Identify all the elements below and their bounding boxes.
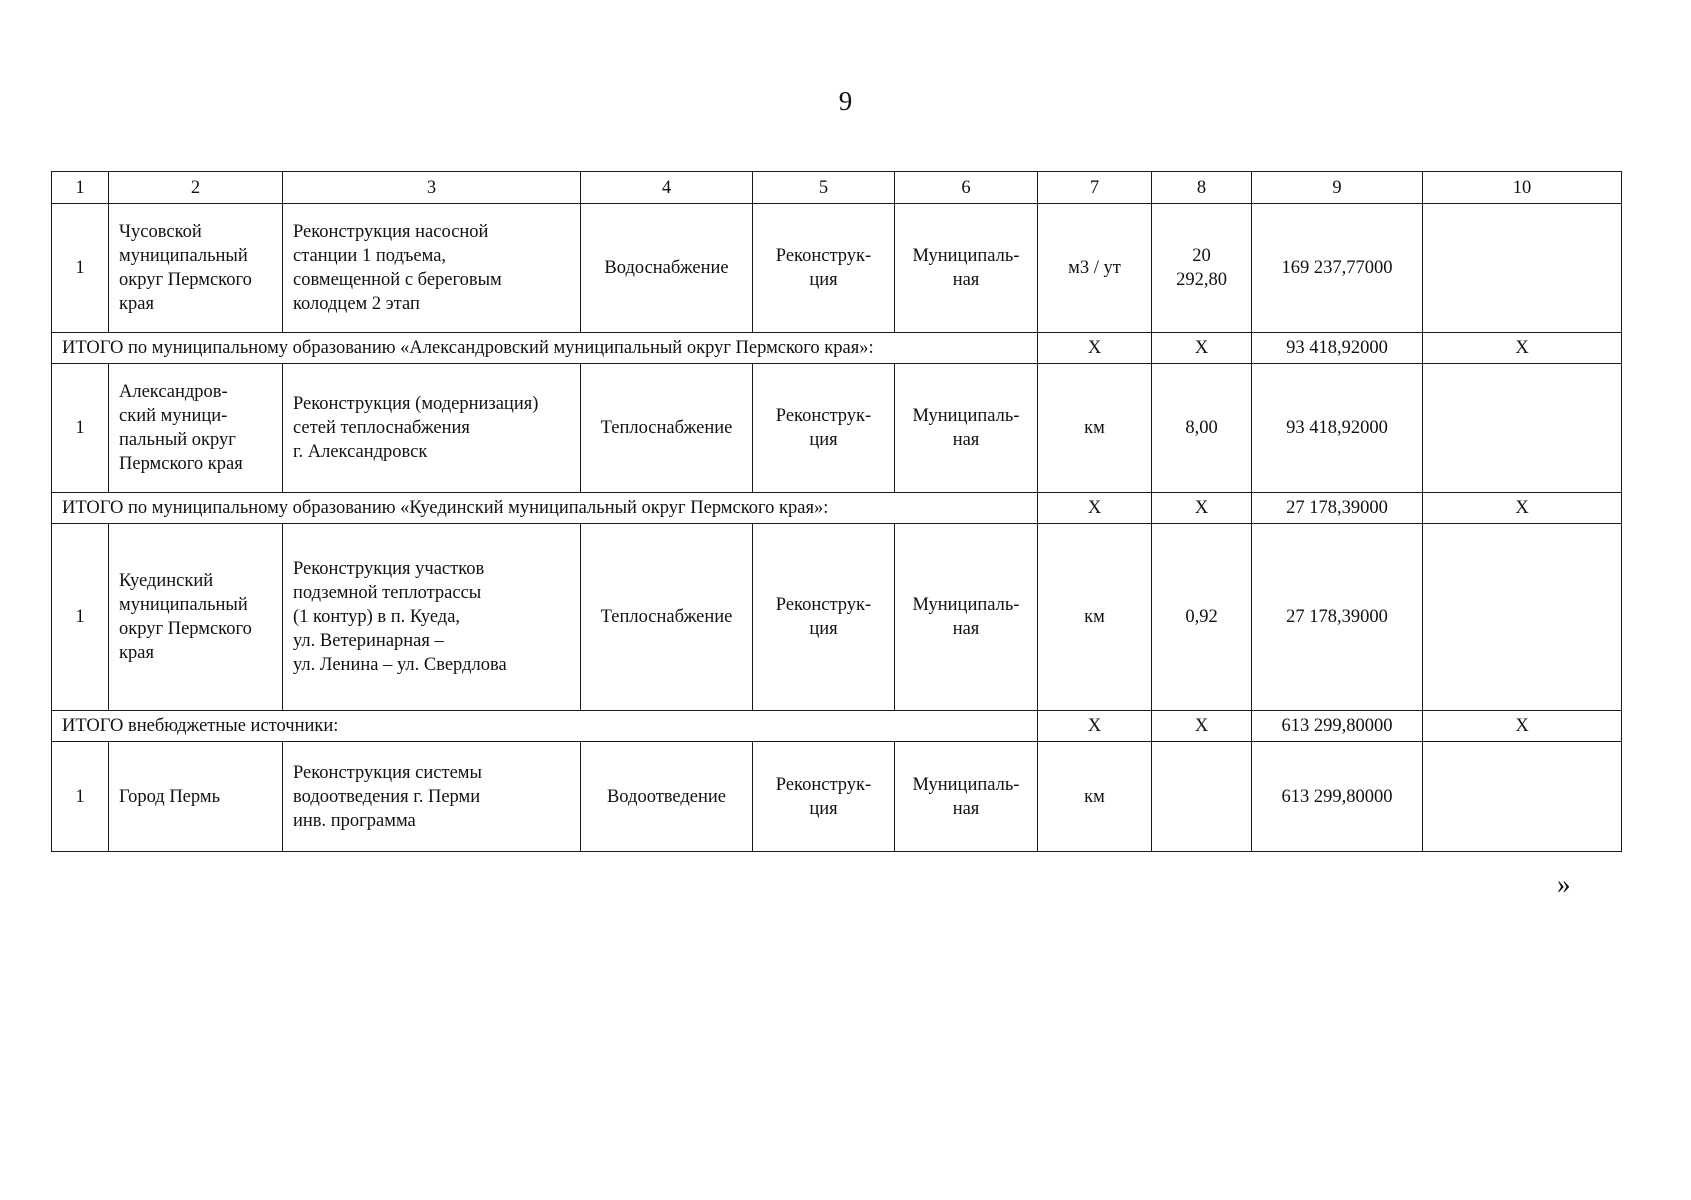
row-number: 1 bbox=[52, 204, 109, 333]
subtotal-label: ИТОГО по муниципальному образованию «Александровский муниципальный округ Пермского края»: bbox=[52, 333, 1038, 364]
unit-cell: км bbox=[1038, 524, 1152, 711]
page-number: 9 bbox=[838, 86, 853, 116]
object-cell: Реконструкция (модернизация) сетей теплоснабжения г. Александровск bbox=[283, 364, 581, 493]
column-number: 3 bbox=[283, 172, 581, 204]
amount-cell: 169 237,77000 bbox=[1252, 204, 1423, 333]
row-number: 1 bbox=[52, 742, 109, 852]
ownership-cell: Муниципаль- ная bbox=[895, 204, 1038, 333]
table-row bbox=[52, 742, 1622, 852]
capacity-cell: 20 292,80 bbox=[1152, 204, 1252, 333]
unit-cell: X bbox=[1038, 333, 1152, 364]
municipality-cell: Чусовской муниципальный округ Пермского края bbox=[109, 204, 283, 333]
municipality-cell: Александров- ский муници- пальный округ Пермского края bbox=[109, 364, 283, 493]
note-cell: X bbox=[1423, 711, 1622, 742]
work-type-cell: Реконструк- ция bbox=[753, 524, 895, 711]
amount-cell: 93 418,92000 bbox=[1252, 364, 1423, 493]
column-number: 9 bbox=[1252, 172, 1423, 204]
amount-cell: 613 299,80000 bbox=[1252, 742, 1423, 852]
subtotal-label: ИТОГО внебюджетные источники: bbox=[52, 711, 1038, 742]
unit-cell: км bbox=[1038, 364, 1152, 493]
note-cell bbox=[1423, 524, 1622, 711]
investment-table bbox=[51, 171, 1622, 852]
ownership-cell: Муниципаль- ная bbox=[895, 524, 1038, 711]
capacity-cell: 0,92 bbox=[1152, 524, 1252, 711]
work-type-cell: Реконструк- ция bbox=[753, 204, 895, 333]
unit-cell: X bbox=[1038, 711, 1152, 742]
row-number: 1 bbox=[52, 524, 109, 711]
subtotal-label: ИТОГО по муниципальному образованию «Куединский муниципальный округ Пермского края»: bbox=[52, 493, 1038, 524]
capacity-cell: 8,00 bbox=[1152, 364, 1252, 493]
row-number: 1 bbox=[52, 364, 109, 493]
column-number: 10 bbox=[1423, 172, 1622, 204]
object-cell: Реконструкция насосной станции 1 подъема, совмещенной с береговым колодцем 2 этап bbox=[283, 204, 581, 333]
municipality-cell: Куединский муниципальный округ Пермского края bbox=[109, 524, 283, 711]
work-type-cell: Реконструк- ция bbox=[753, 742, 895, 852]
amount-cell: 613 299,80000 bbox=[1252, 711, 1423, 742]
table-row bbox=[52, 204, 1622, 333]
note-cell bbox=[1423, 364, 1622, 493]
note-cell: X bbox=[1423, 493, 1622, 524]
column-number: 4 bbox=[581, 172, 753, 204]
sector-cell: Водоотведение bbox=[581, 742, 753, 852]
column-number: 8 bbox=[1152, 172, 1252, 204]
column-number-row bbox=[52, 172, 1622, 204]
column-number: 1 bbox=[52, 172, 109, 204]
capacity-cell: X bbox=[1152, 493, 1252, 524]
column-number: 7 bbox=[1038, 172, 1152, 204]
note-cell: X bbox=[1423, 333, 1622, 364]
subtotal-row bbox=[52, 711, 1622, 742]
subtotal-row bbox=[52, 493, 1622, 524]
table-row bbox=[52, 524, 1622, 711]
closing-quote-mark: » bbox=[1557, 869, 1571, 899]
note-cell bbox=[1423, 742, 1622, 852]
note-cell bbox=[1423, 204, 1622, 333]
table-row bbox=[52, 364, 1622, 493]
amount-cell: 93 418,92000 bbox=[1252, 333, 1423, 364]
ownership-cell: Муниципаль- ная bbox=[895, 364, 1038, 493]
municipality-cell: Город Пермь bbox=[109, 742, 283, 852]
unit-cell: X bbox=[1038, 493, 1152, 524]
ownership-cell: Муниципаль- ная bbox=[895, 742, 1038, 852]
subtotal-row bbox=[52, 333, 1622, 364]
unit-cell: км bbox=[1038, 742, 1152, 852]
work-type-cell: Реконструк- ция bbox=[753, 364, 895, 493]
amount-cell: 27 178,39000 bbox=[1252, 524, 1423, 711]
object-cell: Реконструкция участков подземной теплотрассы (1 контур) в п. Куеда, ул. Ветеринарная – ул. Ленина – ул. Свердлова bbox=[283, 524, 581, 711]
column-number: 2 bbox=[109, 172, 283, 204]
capacity-cell: X bbox=[1152, 333, 1252, 364]
object-cell: Реконструкция системы водоотведения г. Перми инв. программа bbox=[283, 742, 581, 852]
capacity-cell: X bbox=[1152, 711, 1252, 742]
column-number: 6 bbox=[895, 172, 1038, 204]
amount-cell: 27 178,39000 bbox=[1252, 493, 1423, 524]
capacity-cell bbox=[1152, 742, 1252, 852]
unit-cell: м3 / ут bbox=[1038, 204, 1152, 333]
sector-cell: Водоснабжение bbox=[581, 204, 753, 333]
column-number: 5 bbox=[753, 172, 895, 204]
sector-cell: Теплоснабжение bbox=[581, 524, 753, 711]
sector-cell: Теплоснабжение bbox=[581, 364, 753, 493]
